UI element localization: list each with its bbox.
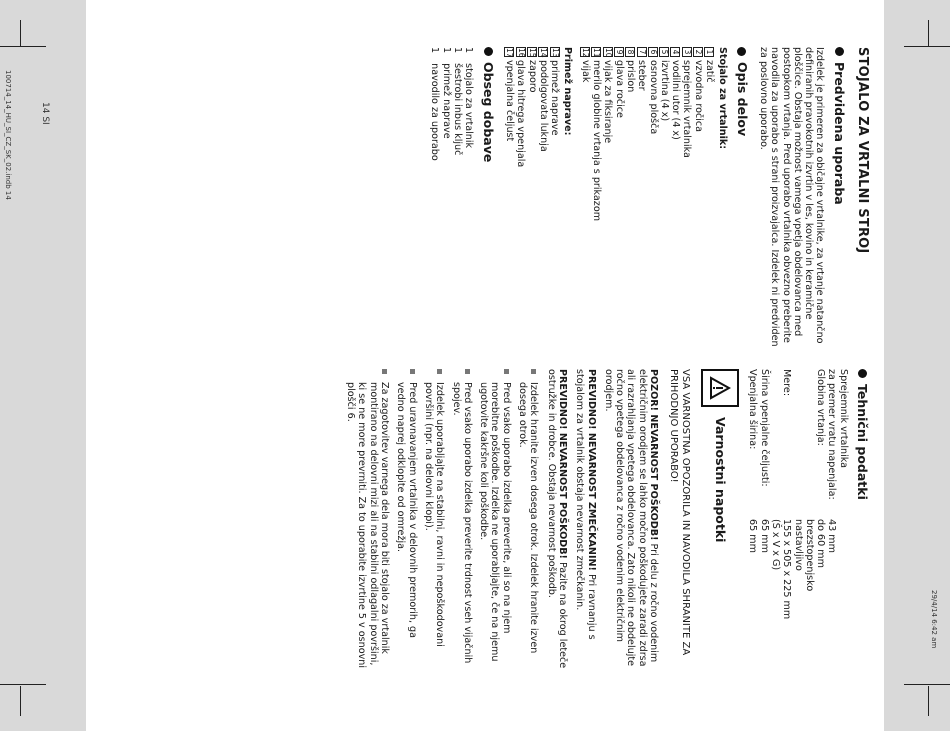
heading-parts: Opis delov bbox=[736, 47, 747, 347]
part-label: vijak za fiksiranje bbox=[602, 60, 614, 144]
spec-value: nastavljivo bbox=[792, 519, 804, 571]
crop-mark bbox=[928, 20, 929, 46]
square-bullet-icon bbox=[382, 369, 387, 374]
part-item bbox=[526, 47, 537, 347]
scope-qty: 1 bbox=[429, 47, 441, 54]
scope-label: šestrobi inbus ključ bbox=[452, 63, 464, 156]
part-item bbox=[591, 47, 602, 347]
safety-bullet bbox=[517, 369, 540, 669]
part-item bbox=[681, 47, 692, 347]
scope-item bbox=[441, 47, 452, 347]
warning-triangle-icon bbox=[701, 369, 739, 407]
part-label: vijak bbox=[579, 60, 591, 83]
part-number-box: 16 bbox=[516, 48, 526, 58]
part-item bbox=[549, 47, 560, 347]
part-number-box: 17 bbox=[505, 48, 515, 58]
part-item bbox=[647, 47, 658, 347]
part-item bbox=[625, 47, 636, 347]
part-label: primež naprave bbox=[549, 60, 561, 136]
page-number: 14 SI bbox=[40, 102, 50, 125]
part-item bbox=[636, 47, 647, 347]
bullet-dot-icon bbox=[484, 47, 493, 56]
scope-list bbox=[429, 47, 474, 347]
safety-bullet bbox=[478, 369, 512, 669]
spec-key bbox=[792, 369, 803, 519]
warning-3: PREVIDNO! NEVARNOST POŠKODB! Pazite na okrog leteče ostružke in drobce. Obstaja nevarnost poškodb. bbox=[545, 369, 568, 669]
part-label: vzvodna ročica bbox=[692, 60, 704, 133]
column-left bbox=[429, 47, 868, 347]
spec-key: Globina vrtanja: bbox=[815, 369, 827, 446]
page-title: STOJALO ZA VRTALNI STROJ bbox=[855, 47, 870, 254]
safety-bullet-text: Izdelek hranite izven dosega otrok. Izdelek hranite izven dosega otrok. bbox=[517, 382, 540, 654]
spec-value: do 60 mm bbox=[815, 519, 827, 568]
crop-mark bbox=[928, 686, 929, 716]
safety-bullet-text: Pred vsako uporabo izdelka preverite trdnost vseh vijačnih spojev. bbox=[450, 382, 473, 664]
heading-safety: Varnostni napotki bbox=[712, 417, 728, 543]
slug-file: 100714_14_HU_SI_CZ_SK_02.indb 14 bbox=[4, 70, 12, 200]
scope-qty: 1 bbox=[440, 47, 452, 54]
part-item bbox=[704, 47, 715, 347]
crop-mark bbox=[904, 684, 950, 685]
crop-mark bbox=[904, 46, 950, 47]
spec-key: za premer vratu napenjala: bbox=[826, 369, 838, 500]
safety-bullet bbox=[395, 369, 418, 669]
warning-2: PREVIDNO! NEVARNOST ZMEČKANIN! Pri ravnanju s stojalom za vrtalnik obstaja nevarnost zmečkanin. bbox=[574, 369, 597, 640]
intended-use-text: Izdelek je primeren za običajne vrtalnike, za vrtanje natančno definiranih pravokotnih izvrtin v les, kovino in keramične ploščice. Obstaja možnost vamega vpetja obdelovanca med postopkom vrtanja. Pred uporabo vrtalnika obvezno preberite navodila za uporabo s strani proizvajalca. Izdelek ni predviden za poslovno uporabo. bbox=[757, 47, 826, 347]
part-number-box: 8 bbox=[625, 47, 635, 57]
part-label: zaporo bbox=[526, 60, 538, 93]
part-item bbox=[659, 47, 670, 347]
scope-qty: 1 bbox=[463, 47, 475, 54]
part-number-box: 15 bbox=[527, 48, 537, 58]
scope-item bbox=[429, 47, 440, 347]
slug-date: 29/4/14 6:42 am bbox=[930, 590, 938, 649]
square-bullet-icon bbox=[437, 369, 442, 374]
safety-bullet bbox=[423, 369, 446, 669]
spec-value: brezstopenjsko bbox=[803, 519, 815, 592]
part-number-box: 13 bbox=[550, 48, 560, 58]
safety-header bbox=[701, 369, 739, 669]
part-item bbox=[515, 47, 526, 347]
spec-key: Širina vpenjalne čeljusti: bbox=[758, 369, 770, 487]
drill-stand-parts-list bbox=[579, 47, 715, 347]
crop-mark bbox=[20, 20, 21, 46]
scope-label: stojalo za vrtalnik bbox=[463, 63, 475, 149]
warning-1: POZOR! NEVARNOST POŠKODB! Pri delu z ročno vodenim električnim orodjem se lahko močno poškodujete zaradi zdrsa ali razrahljanja vpetega obdelovanca. Zato nikoli ne obdelujte ročno vpetega obdelovanca z ročno vodenim električnim orodjem. bbox=[602, 369, 660, 667]
spec-value: (Š x V x G) bbox=[769, 519, 781, 571]
warning-3-title: PREVIDNO! NEVARNOST POŠKODB! bbox=[556, 369, 568, 559]
scope-qty: 1 bbox=[452, 47, 464, 54]
spec-key: Sprejemnik vrtalnika bbox=[837, 369, 849, 469]
part-label: osnovna plošča bbox=[647, 60, 659, 135]
safety-bullet bbox=[450, 369, 473, 669]
part-number-box: 1 bbox=[704, 47, 714, 57]
part-number-box: 9 bbox=[614, 47, 624, 57]
part-number-box: 5 bbox=[659, 47, 669, 57]
rotated-page bbox=[88, 47, 868, 687]
part-label: prislon bbox=[624, 60, 636, 93]
part-item bbox=[613, 47, 624, 347]
right-margin-band bbox=[884, 0, 950, 731]
part-label: glava hitrega vpenjala bbox=[515, 60, 527, 168]
spec-value: 65 mm bbox=[758, 519, 770, 553]
scope-label: navodilo za uporabo bbox=[429, 63, 441, 161]
warning-1-title: POZOR! NEVARNOST POŠKODB! bbox=[648, 369, 660, 541]
drill-stand-label: Stojalo za vrtalnik: bbox=[717, 47, 729, 150]
heading-intended-use: Predvidena uporaba bbox=[833, 47, 844, 347]
tech-spec-table bbox=[747, 369, 849, 669]
part-label: glava ročice bbox=[613, 60, 625, 118]
heading-tech: Tehnični podatki bbox=[857, 369, 868, 669]
bullet-dot-icon bbox=[737, 47, 746, 56]
part-number-box: 10 bbox=[603, 48, 613, 58]
part-label: steber bbox=[636, 60, 648, 91]
heading-scope: Obseg dobave bbox=[482, 47, 493, 347]
part-number-box: 11 bbox=[592, 48, 602, 58]
bullet-dot-icon bbox=[835, 47, 844, 56]
crop-mark bbox=[0, 46, 46, 47]
part-number-box: 14 bbox=[539, 48, 549, 58]
spec-value bbox=[837, 519, 848, 669]
bullet-dot-icon bbox=[858, 369, 867, 378]
safety-bullet-text: Pred vsako uporabo izdelka preverite, ali so na njem morebitne poškodbe. Izdelka ne uporabljajte, če na njemu ugotovite kakršne koli poškodbe. bbox=[478, 382, 512, 662]
crop-mark bbox=[20, 686, 21, 716]
scope-item bbox=[452, 47, 463, 347]
square-bullet-icon bbox=[504, 369, 509, 374]
part-label: sprejemnik vrtalnika bbox=[681, 60, 693, 158]
square-bullet-icon bbox=[531, 369, 536, 374]
part-label: izvrtina (4 x) bbox=[658, 60, 670, 122]
safety-intro: VSA VARNOSTNA OPOZORILA IN NAVODILA SHRANITE ZA PRIHODNJO UPORABO! bbox=[668, 369, 692, 656]
part-item bbox=[602, 47, 613, 347]
scope-label: primež naprave bbox=[440, 63, 452, 139]
vice-parts-list bbox=[504, 47, 560, 347]
spec-value: 155 x 505 x 225 mm bbox=[781, 519, 793, 620]
part-item bbox=[504, 47, 515, 347]
part-label: vpenjalna čeljust bbox=[503, 60, 515, 142]
part-label: merilo globine vrtanja s prikazom bbox=[591, 60, 603, 222]
spec-key: Mere: bbox=[781, 369, 793, 397]
part-label: vodilni utor (4 x) bbox=[670, 60, 682, 140]
part-item bbox=[692, 47, 703, 347]
spec-key bbox=[804, 369, 815, 519]
part-number-box: 6 bbox=[648, 47, 658, 57]
part-label: zatič bbox=[704, 60, 716, 83]
safety-bullet-text: Za zagotovitev varnega dela mora biti stojalo za vrtalnik montirano na delovni mizi ali na stabilni odlagalni površini, ki se ne more prevrniti. Za to uporabite izvrtine 5 v osnovni plošči 6. bbox=[345, 382, 391, 669]
part-number-box: 4 bbox=[671, 47, 681, 57]
part-number-box: 3 bbox=[682, 47, 692, 57]
spec-key bbox=[770, 369, 781, 519]
square-bullet-icon bbox=[410, 369, 415, 374]
safety-bullets bbox=[345, 369, 539, 669]
part-number-box: 7 bbox=[637, 47, 647, 57]
part-item bbox=[670, 47, 681, 347]
square-bullet-icon bbox=[465, 369, 470, 374]
column-right bbox=[340, 369, 868, 669]
part-label: podolgovata luknja bbox=[537, 60, 549, 152]
vice-label: Primež naprave: bbox=[562, 47, 574, 136]
part-number-box: 12 bbox=[581, 48, 591, 58]
safety-bullet-text: Pred uravnavanjem vrtalnika v delovnih premorih, ga vedno naprej odklopite od omrežja. bbox=[395, 382, 418, 639]
warning-2-title: PREVIDNO! NEVARNOST ZMEČKANIN! bbox=[585, 369, 597, 571]
scope-item bbox=[463, 47, 474, 347]
safety-bullet bbox=[345, 369, 390, 669]
part-number-box: 2 bbox=[693, 47, 703, 57]
spec-key: Vpenjalna širina: bbox=[747, 369, 759, 450]
part-item bbox=[579, 47, 590, 347]
spec-value: 65 mm bbox=[747, 519, 759, 553]
safety-bullet-text: Izdelek uporabljajte na stabilni, ravni in nepoškodovani površini (npr. na delovni klopi). bbox=[422, 382, 446, 647]
part-item bbox=[538, 47, 549, 347]
spec-value: 43 mm bbox=[826, 519, 838, 553]
